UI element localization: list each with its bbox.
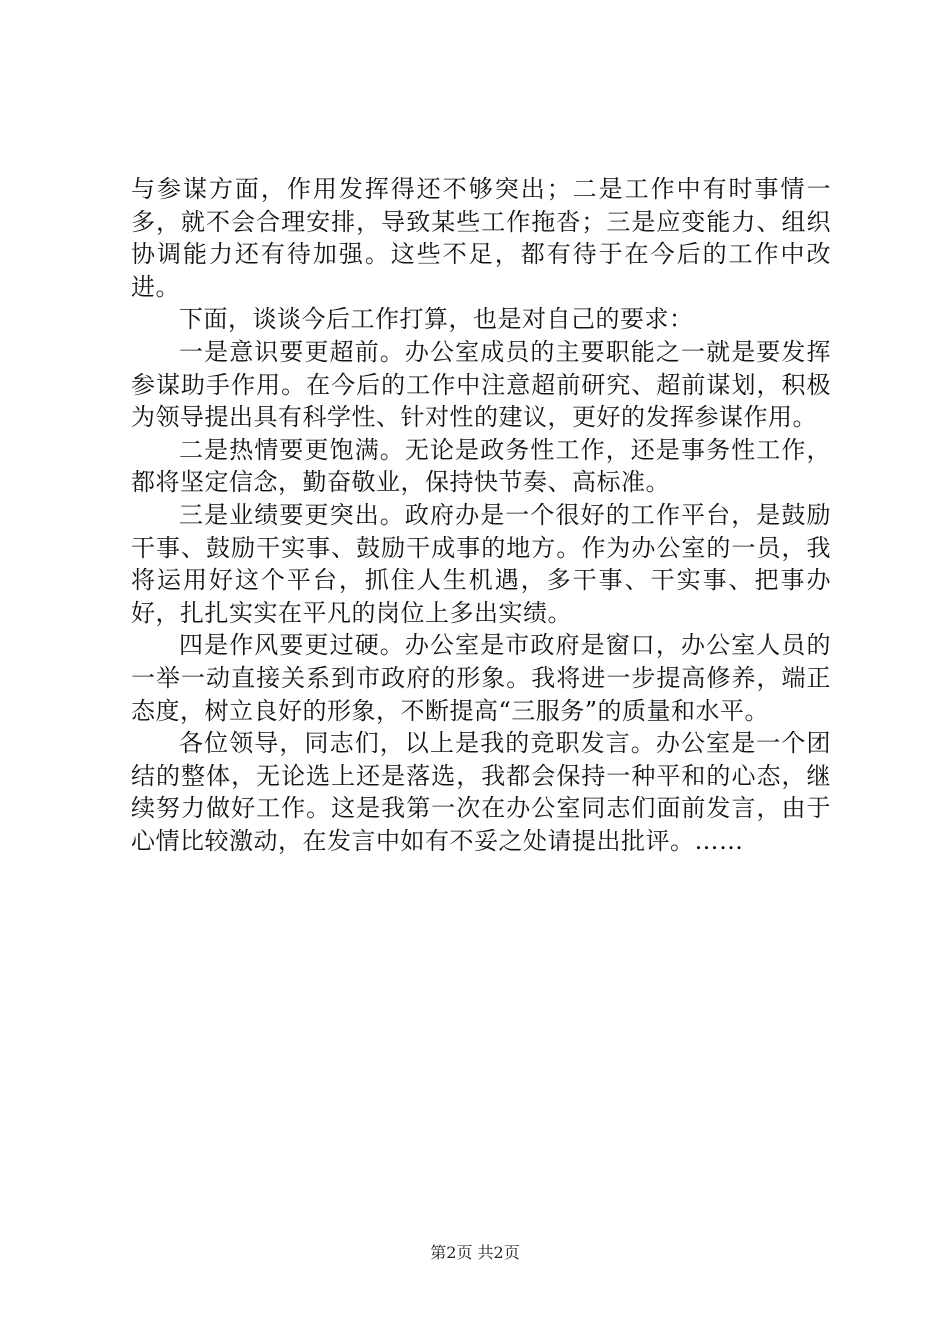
paragraph-point-three: 三是业绩要更突出。政府办是一个很好的工作平台，是鼓励干事、鼓励干实事、鼓励干成事的地方。作为办公室的一员，我将运用好这个平台，抓住人生机遇，多干事、干实事、把事办好，扎扎实实在平凡的岗位上多出实绩。 <box>131 500 831 627</box>
document-body <box>131 173 831 857</box>
paragraph-plans-intro: 下面，谈谈今后工作打算，也是对自己的要求： <box>179 305 694 334</box>
paragraph-point-one: 一是意识要更超前。办公室成员的主要职能之一就是要发挥参谋助手作用。在今后的工作中注意超前研究、超前谋划，积极为领导提出具有科学性、针对性的建议，更好的发挥参谋作用。 <box>131 337 831 432</box>
paragraph-closing: 各位领导，同志们，以上是我的竞职发言。办公室是一个团结的整体，无论选上还是落选，我都会保持一种平和的心态，继续努力做好工作。这是我第一次在办公室同志们面前发言，由于心情比较激动，在发言中如有不妥之处请提出批评。…… <box>131 729 831 855</box>
paragraph-point-four: 四是作风要更过硬。办公室是市政府是窗口，办公室人员的一举一动直接关系到市政府的形象。我将进一步提高修养，端正态度，树立良好的形象，不断提高“三服务”的质量和水平。 <box>131 631 831 725</box>
page-number-footer: 第2页 共2页 <box>430 1243 520 1262</box>
paragraph-point-two: 二是热情要更饱满。无论是政务性工作，还是事务性工作，都将坚定信念，勤奋敬业，保持快节奏、高标准。 <box>131 435 831 497</box>
paragraph-continuation: 与参谋方面，作用发挥得还不够突出；二是工作中有时事情一多，就不会合理安排，导致某些工作拖沓；三是应变能力、组织协调能力还有待加强。这些不足，都有待于在今后的工作中改进。 <box>131 175 831 301</box>
